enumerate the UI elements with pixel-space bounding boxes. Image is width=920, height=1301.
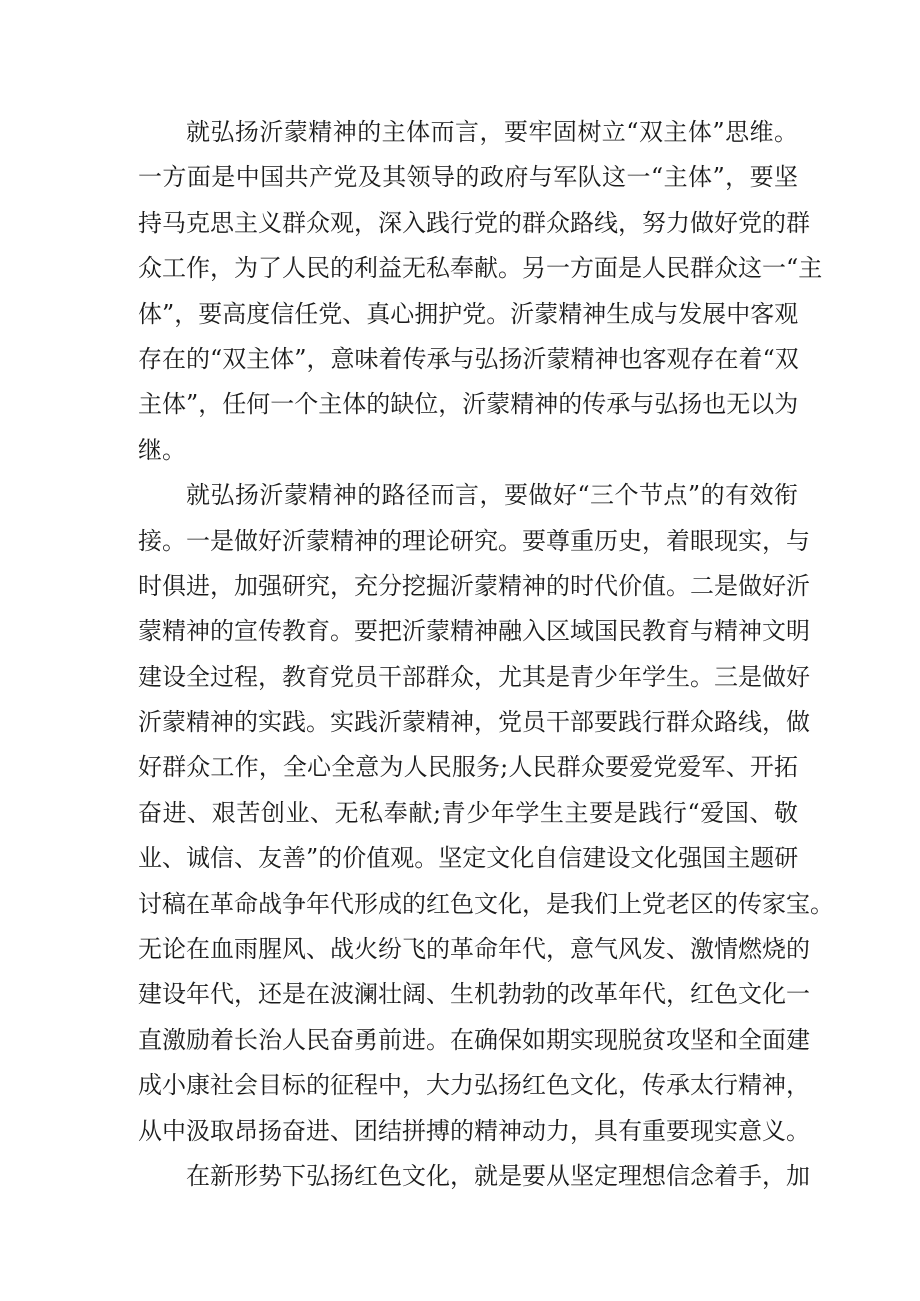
text-line: 讨稿在革命战争年代形成的红色文化，是我们上党老区的传家宝。 bbox=[138, 889, 834, 918]
text-line: 业、诚信、友善”的价值观。坚定文化自信建设文化强国主题研 bbox=[138, 844, 799, 873]
text-line: 无论在血雨腥风、战火纷飞的革命年代，意气风发、激情燃烧的 bbox=[138, 935, 810, 964]
text-line: 持马克思主义群众观，深入践行党的群众路线，努力做好党的群 bbox=[138, 208, 810, 237]
text-line: 蒙精神的宣传教育。要把沂蒙精神融入区域国民教育与精神文明 bbox=[138, 617, 810, 646]
text-line: 存在的“双主体”，意味着传承与弘扬沂蒙精神也客观存在着“双 bbox=[138, 344, 799, 373]
text-line: 主体”，任何一个主体的缺位，沂蒙精神的传承与弘扬也无以为 bbox=[138, 390, 799, 419]
text-line: 就弘扬沂蒙精神的路径而言，要做好“三个节点”的有效衔 bbox=[186, 481, 798, 510]
text-line: 成小康社会目标的征程中，大力弘扬红色文化，传承太行精神， bbox=[138, 1071, 810, 1100]
text-line: 继。 bbox=[138, 435, 186, 464]
text-line: 好群众工作，全心全意为人民服务;人民群众要爱党爱军、开拓 bbox=[138, 753, 798, 782]
text-line: 就弘扬沂蒙精神的主体而言，要牢固树立“双主体”思维。 bbox=[186, 118, 798, 146]
text-line: 时俱进，加强研究，充分挖掘沂蒙精神的时代价值。二是做好沂 bbox=[138, 571, 810, 600]
text-line: 直激励着长治人民奋勇前进。在确保如期实现脱贫攻坚和全面建 bbox=[138, 1025, 810, 1054]
text-line: 体”，要高度信任党、真心拥护党。沂蒙精神生成与发展中客观 bbox=[138, 299, 799, 328]
text-line: 从中汲取昂扬奋进、团结拼搏的精神动力，具有重要现实意义。 bbox=[138, 1116, 810, 1145]
text-line: 建设全过程，教育党员干部群众，尤其是青少年学生。三是做好 bbox=[138, 662, 810, 691]
text-line: 建设年代，还是在波澜壮阔、生机勃勃的改革年代，红色文化一 bbox=[138, 980, 810, 1009]
document-page bbox=[138, 110, 834, 1199]
document-body bbox=[138, 110, 834, 1199]
text-line: 接。一是做好沂蒙精神的理论研究。要尊重历史，着眼现实，与 bbox=[138, 526, 810, 555]
text-line: 一方面是中国共产党及其领导的政府与军队这一“主体”，要坚 bbox=[138, 163, 798, 192]
text-line: 在新形势下弘扬红色文化，就是要从坚定理想信念着手，加 bbox=[186, 1161, 810, 1190]
text-line: 众工作，为了人民的利益无私奉献。另一方面是人民群众这一“主 bbox=[138, 254, 823, 283]
text-line: 奋进、艰苦创业、无私奉献;青少年学生主要是践行“爱国、敬 bbox=[138, 798, 798, 827]
text-line: 沂蒙精神的实践。实践沂蒙精神，党员干部要践行群众路线，做 bbox=[138, 708, 810, 737]
